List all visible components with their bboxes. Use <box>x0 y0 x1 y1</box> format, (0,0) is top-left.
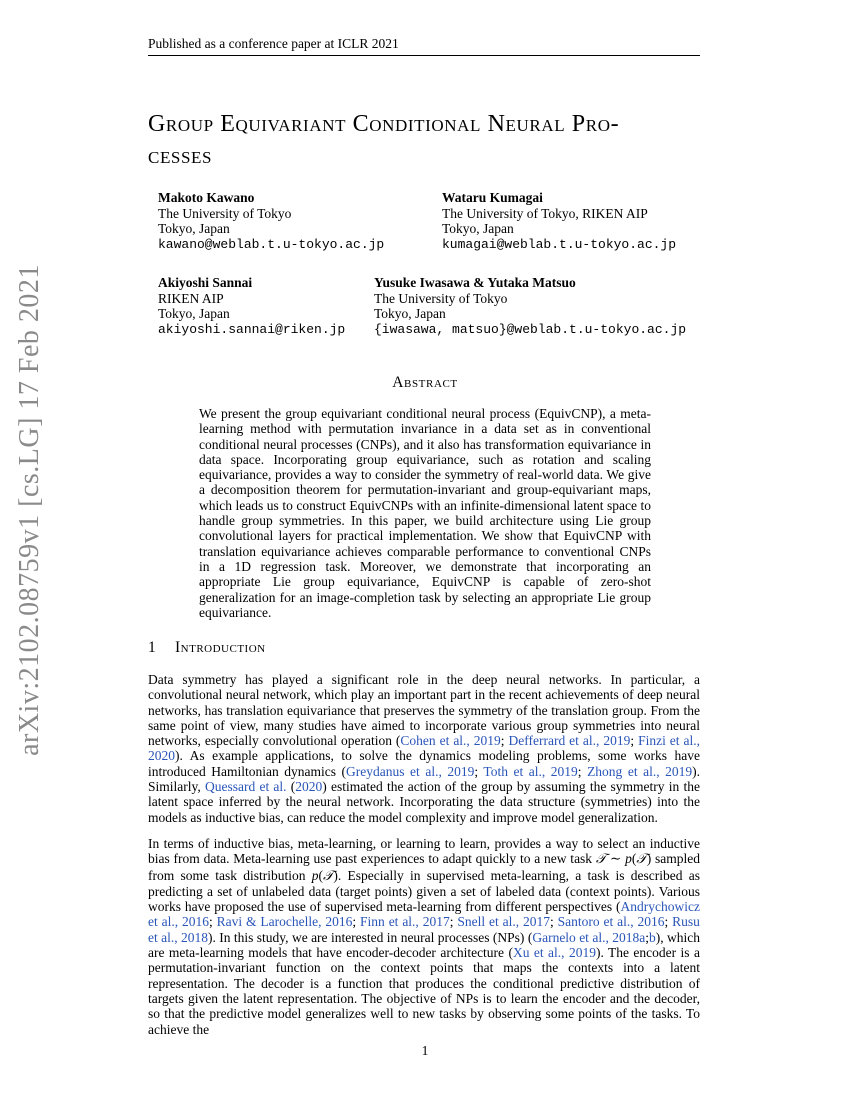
title-line-2: cesses <box>148 143 213 169</box>
citation-link[interactable]: Quessard et al. <box>204 779 287 795</box>
citation-link[interactable]: Zhong et al., 2019 <box>587 763 693 779</box>
paper-title <box>148 108 708 172</box>
author-block-4 <box>374 275 686 337</box>
text-run: Data symmetry has played a significant role in the deep neural networks. In particular, a convolutional neural network, which play an important part in the recent achievements of deep neural networks, has translation equivariance that preserves the symmetry of the translation group. From the same point of view, many studies have aimed to incorporate various group symmetries into neural networks, especially convolutional operation ( <box>148 672 700 749</box>
intro-paragraph-1 <box>148 672 700 825</box>
math-p: p <box>625 851 632 867</box>
text-run: ( <box>286 779 296 795</box>
citation-link[interactable]: Andrychowicz et al., 2016 <box>148 899 700 930</box>
math-paren: ( <box>631 851 637 867</box>
arxiv-stamp-container <box>6 264 54 756</box>
math-paren: ) <box>646 851 652 867</box>
author-location: Tokyo, Japan <box>442 221 514 236</box>
text-run: ; <box>664 914 673 930</box>
math-task: 𝒯 <box>323 867 334 884</box>
text-run: ). The encoder is a permutation-invariant function on the context points that maps the contexts into a latent representation. The decoder is a function that produces the conditional predictive distribution of targets given the latent representation. The objective of NPs is to learn the encoder and the decoder, so that the predictive model generalizes well to new tasks by observing some points of the tasks. To achieve the <box>148 945 700 1037</box>
math-task: 𝒯 <box>595 851 607 868</box>
author-location: Tokyo, Japan <box>158 221 230 236</box>
running-head: Published as a conference paper at ICLR 2021 <box>148 36 700 56</box>
citation-link[interactable]: Cohen et al., 2019 <box>400 733 501 749</box>
citation-link[interactable]: Greydanus et al., 2019 <box>346 763 475 779</box>
text-run: ; <box>500 733 509 749</box>
text-run: ) estimated the action of the group by assuming the symmetry in the latent space inferred by the neural network. Incorporating the data structure (symmetries) into the models as inductive bias, can reduce the model complexity and improve model generalization. <box>148 779 700 825</box>
text-run: ; <box>209 914 217 930</box>
text-run: ; <box>474 763 484 779</box>
citation-link[interactable]: Ravi & Larochelle, 2016 <box>216 914 353 930</box>
text-run: ; <box>352 914 361 930</box>
author-location: Tokyo, Japan <box>158 306 230 321</box>
text-run: ; <box>630 733 639 749</box>
section-number: 1 <box>148 639 157 656</box>
author-name: Yusuke Iwasawa & Yutaka Matsuo <box>374 275 576 290</box>
citation-link[interactable]: Garnelo et al., 2018a <box>532 929 646 945</box>
page-number: 1 <box>421 1043 429 1058</box>
text-run: In terms of inductive bias, meta-learning, or learning to learn, provides a way to select an inductive bias from data. Meta-learning use past experiences to adapt quickly to a new task <box>148 836 700 867</box>
author-affiliation: The University of Tokyo <box>374 290 508 306</box>
author-email: kawano@weblab.t.u-tokyo.ac.jp <box>158 236 385 252</box>
text-run: ; <box>645 929 649 945</box>
text-run: . Especially in supervised meta-learning, a task is described as predicting a set of unlabeled data (target points) given a set of labeled data (context points). Various works have proposed the use of supervised meta-learning from different perspectives ( <box>148 867 700 915</box>
citation-link[interactable]: Xu et al., 2019 <box>512 945 596 961</box>
author-name: Makoto Kawano <box>158 190 255 205</box>
citation-link[interactable]: Rusu et al., 2018 <box>148 914 700 945</box>
text-run: ). In this study, we are interested in neural processes (NPs) ( <box>208 929 533 945</box>
citation-link[interactable]: Defferrard et al., 2019 <box>508 733 631 749</box>
author-affiliation: RIKEN AIP <box>158 290 224 306</box>
abstract-text: We present the group equivariant conditional neural process (EquivCNP), a meta-learning method with permutation invariance in a data set as in conventional conditional neural processes (CNPs), and it also has transformation equivariance in data space. Incorporating group equivariance, such as rotation and scaling equivariance, provides a way to consider the symmetry of real-world data. We give a decomposition theorem for permutation-invariant and group-equivariant maps, which leads us to construct EquivCNPs with an infinite-dimensional latent space to handle group symmetries. In this paper, we build architecture using Lie group convolutional layers for practical implementation. We show that EquivCNP with translation equivariance achieves comparable performance to conventional CNPs in a 1D regression task. Moreover, we demonstrate that incorporating an appropriate Lie group equivariance, EquivCNP is capable of zero-shot generalization for an image-completion task by selecting an appropriate Lie group equivariance. <box>199 406 651 620</box>
citation-link[interactable]: Toth et al., 2019 <box>483 763 578 779</box>
abstract-heading: Abstract <box>392 374 458 391</box>
author-location: Tokyo, Japan <box>374 306 446 321</box>
citation-link[interactable]: Santoro et al., 2016 <box>557 914 665 930</box>
author-name: Akiyoshi Sannai <box>158 275 253 290</box>
text-run: ). Similarly, <box>148 763 701 795</box>
math-sim: ∼ <box>606 851 626 867</box>
author-name: Wataru Kumagai <box>442 190 543 205</box>
author-affiliation: The University of Tokyo, RIKEN AIP <box>442 205 648 221</box>
math-paren: ) <box>333 867 338 883</box>
math-task: 𝒯 <box>636 851 647 868</box>
citation-link[interactable]: Finzi et al., 2020 <box>148 733 700 764</box>
math-paren: ( <box>318 867 323 883</box>
citation-link[interactable]: Finn et al., 2017 <box>360 914 450 930</box>
intro-paragraph-2 <box>148 836 700 1037</box>
title-line-1: Group Equivariant Conditional Neural Pro- <box>148 111 620 137</box>
text-run: ), which are meta-learning models that have encoder-decoder architecture ( <box>148 929 700 961</box>
citation-link[interactable]: Snell et al., 2017 <box>457 914 550 930</box>
author-block-2 <box>442 190 676 252</box>
text-run: ). As example applications, to solve the dynamics modeling problems, some works have introduced Hamiltonian dynamics ( <box>148 748 700 779</box>
citation-link[interactable]: 2020 <box>295 779 323 795</box>
author-email: kumagai@weblab.t.u-tokyo.ac.jp <box>442 236 677 252</box>
section-heading <box>148 639 266 657</box>
text-run: ; <box>577 763 588 779</box>
author-block-1 <box>158 190 384 252</box>
author-affiliation: The University of Tokyo <box>158 205 292 221</box>
text-run: sampled from some task distribution <box>148 851 700 883</box>
text-run: ; <box>449 914 458 930</box>
author-email: {iwasawa, matsuo}@weblab.t.u-tokyo.ac.jp <box>374 321 687 337</box>
text-run: ; <box>550 914 558 930</box>
author-email: akiyoshi.sannai@riken.jp <box>158 321 346 337</box>
arxiv-stamp: arXiv:2102.08759v1 [cs.LG] 17 Feb 2021 <box>14 264 46 756</box>
section-title: Introduction <box>175 639 266 656</box>
citation-link[interactable]: b <box>648 929 656 945</box>
math-p: p <box>311 867 319 883</box>
author-block-3 <box>158 275 345 337</box>
